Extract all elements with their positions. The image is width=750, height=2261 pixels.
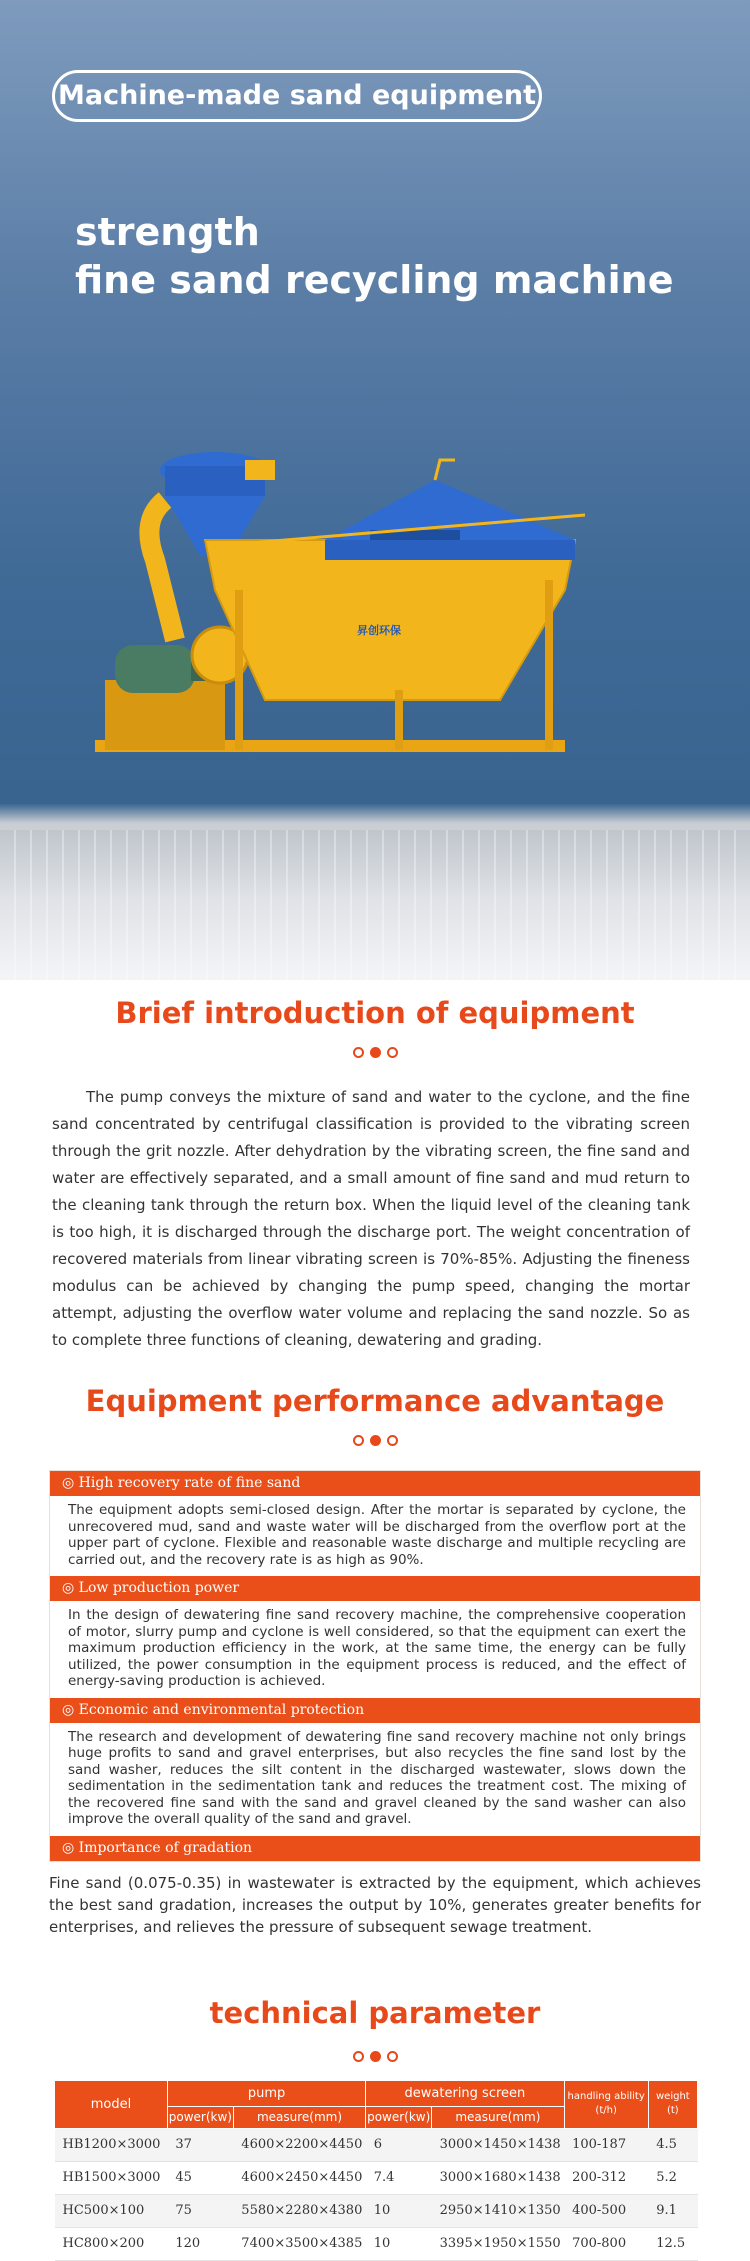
cell-model: HC800×200 <box>55 2227 168 2260</box>
section-divider <box>0 1042 750 1056</box>
divider-dot <box>387 2051 398 2062</box>
header-handling-line1: handling ability <box>567 2091 645 2102</box>
cell-pump-power: 45 <box>167 2161 233 2194</box>
cell-screen-power: 6 <box>366 2128 432 2161</box>
divider-dot <box>387 1435 398 1446</box>
divider-dot-active <box>370 2051 381 2062</box>
advantage-text: In the design of dewatering fine sand recovery machine, the comprehensive cooperation of motor, slurry pump and cyclone is well considered, so that the equipment can exert the maximum production efficiency in the work, at the same time, the energy can be fully utilized, the power consumption in the equipment process is reduced, and the effect of energy-saving production is achieved. <box>68 1607 686 1689</box>
advantage-heading: ◎ High recovery rate of fine sand <box>50 1471 700 1496</box>
advantage-list <box>49 1470 701 1862</box>
cell-pump-measure: 5580×2280×4380 <box>233 2194 365 2227</box>
cell-screen-power: 10 <box>366 2194 432 2227</box>
advantage-text: The research and development of dewatering fine sand recovery machine not only brings huge profits to sand and gravel enterprises, but also recycles the fine sand lost by the sand washer, reduces the silt content in the discharged wastewater, slows down the sedimentation in the sedimentation tank and reduces the treatment cost. The mixing of the recovered fine sand with the sand and gravel cleaned by the sand washer can also improve the overall quality of the sand and gravel. <box>68 1728 686 1827</box>
cell-screen-measure: 2950×1410×1350 <box>432 2194 564 2227</box>
floor-surface <box>0 830 750 980</box>
advantage-heading: ◎ Economic and environmental protection <box>50 1698 700 1723</box>
parameters-title: technical parameter <box>209 1995 541 2030</box>
advantages-section <box>0 1384 750 1948</box>
divider-dot-active <box>370 1435 381 1446</box>
advantage-heading: ◎ Low production power <box>50 1576 700 1601</box>
header-dewatering: dewatering screen <box>366 2080 564 2106</box>
fine-sand-recycling-machine-image <box>95 440 635 770</box>
cell-screen-power: 7.4 <box>366 2161 432 2194</box>
cell-weight: 9.1 <box>648 2194 697 2227</box>
cell-pump-measure: 7400×3500×4385 <box>233 2227 365 2260</box>
cell-screen-measure: 3000×1680×1438 <box>432 2161 564 2194</box>
header-pump-power: power(kw) <box>167 2106 233 2128</box>
advantages-title: Equipment performance advantage <box>85 1384 665 1418</box>
section-divider <box>0 2046 750 2060</box>
divider-dot <box>353 1047 364 1058</box>
cell-pump-power: 37 <box>167 2128 233 2161</box>
header-model: model <box>55 2080 168 2128</box>
cell-screen-power: 10 <box>366 2227 432 2260</box>
hero-title <box>75 208 674 304</box>
cell-weight: 4.5 <box>648 2128 697 2161</box>
header-screen-measure: measure(mm) <box>432 2106 564 2128</box>
divider-dot <box>353 1435 364 1446</box>
header-handling <box>564 2080 648 2128</box>
intro-title: Brief introduction of equipment <box>115 996 635 1030</box>
divider-dot <box>387 1047 398 1058</box>
header-weight-line2: (t) <box>666 2105 679 2116</box>
cell-weight: 5.2 <box>648 2161 697 2194</box>
parameter-table <box>54 2080 698 2261</box>
header-weight <box>648 2080 697 2128</box>
cell-pump-power: 75 <box>167 2194 233 2227</box>
cell-model: HB1200×3000 <box>55 2128 168 2161</box>
header-weight-line1: weight <box>656 2091 690 2102</box>
cell-handling: 100-187 <box>564 2128 648 2161</box>
advantage-text: Fine sand (0.075-0.35) in wastewater is extracted by the equipment, which achieves the best sand gradation, increases the output by 10%, generates greater benefits for enterprises, and relieves the pressure of subsequent sewage treatment. <box>49 1873 701 1936</box>
hero-banner <box>0 0 750 980</box>
hero-title-line2: fine sand recycling machine <box>75 258 674 302</box>
header-pump-measure: measure(mm) <box>233 2106 365 2128</box>
table-row <box>55 2128 698 2161</box>
parameters-section <box>0 1996 750 2261</box>
intro-text: The pump conveys the mixture of sand and water to the cyclone, and the fine sand concentrated by centrifugal classification is provided to the vibrating screen through the grit nozzle. After dehydration by the vibrating screen, the fine sand and water are effectively separated, and a small amount of fine sand and mud return to the cleaning tank through the return box. When the liquid level of the cleaning tank is too high, it is discharged through the discharge port. The weight concentration of recovered materials from linear vibrating screen is 70%-85%. Adjusting the fineness modulus can be achieved by changing the pump speed, changing the mortar attempt, adjusting the overflow water volume and replacing the sand nozzle. So as to complete three functions of cleaning, dewatering and grading. <box>52 1088 690 1349</box>
cell-pump-power: 120 <box>167 2227 233 2260</box>
cell-pump-measure: 4600×2450×4450 <box>233 2161 365 2194</box>
cell-handling: 200-312 <box>564 2161 648 2194</box>
header-handling-line2: (t/h) <box>595 2105 617 2116</box>
category-badge: Machine-made sand equipment <box>52 70 542 122</box>
intro-section <box>0 980 750 1354</box>
intro-body <box>0 1084 750 1354</box>
cell-pump-measure: 4600×2200×4450 <box>233 2128 365 2161</box>
table-row <box>55 2194 698 2227</box>
divider-dot <box>353 2051 364 2062</box>
machine-brand-label: 昇创环保 <box>357 624 401 637</box>
cell-handling: 700-800 <box>564 2227 648 2260</box>
header-screen-power: power(kw) <box>366 2106 432 2128</box>
cell-weight: 12.5 <box>648 2227 697 2260</box>
cell-screen-measure: 3000×1450×1438 <box>432 2128 564 2161</box>
cell-handling: 400-500 <box>564 2194 648 2227</box>
advantage-text: The equipment adopts semi-closed design. After the mortar is separated by cyclone, the unrecovered mud, sand and waste water will be discharged from the overflow port at the upper part of cyclone. Flexible and reasonable waste discharge and multiple recycling are carried out, and the recovery rate is as high as 90%. <box>68 1502 686 1568</box>
section-divider <box>0 1430 750 1444</box>
advantage-last-wrap <box>49 1862 701 1948</box>
header-pump: pump <box>167 2080 365 2106</box>
cell-screen-measure: 3395×1950×1550 <box>432 2227 564 2260</box>
cell-model: HC500×100 <box>55 2194 168 2227</box>
advantage-heading: ◎ Importance of gradation <box>50 1836 700 1861</box>
table-row <box>55 2227 698 2260</box>
cell-model: HB1500×3000 <box>55 2161 168 2194</box>
divider-dot-active <box>370 1047 381 1058</box>
hero-title-line1: strength <box>75 210 260 254</box>
